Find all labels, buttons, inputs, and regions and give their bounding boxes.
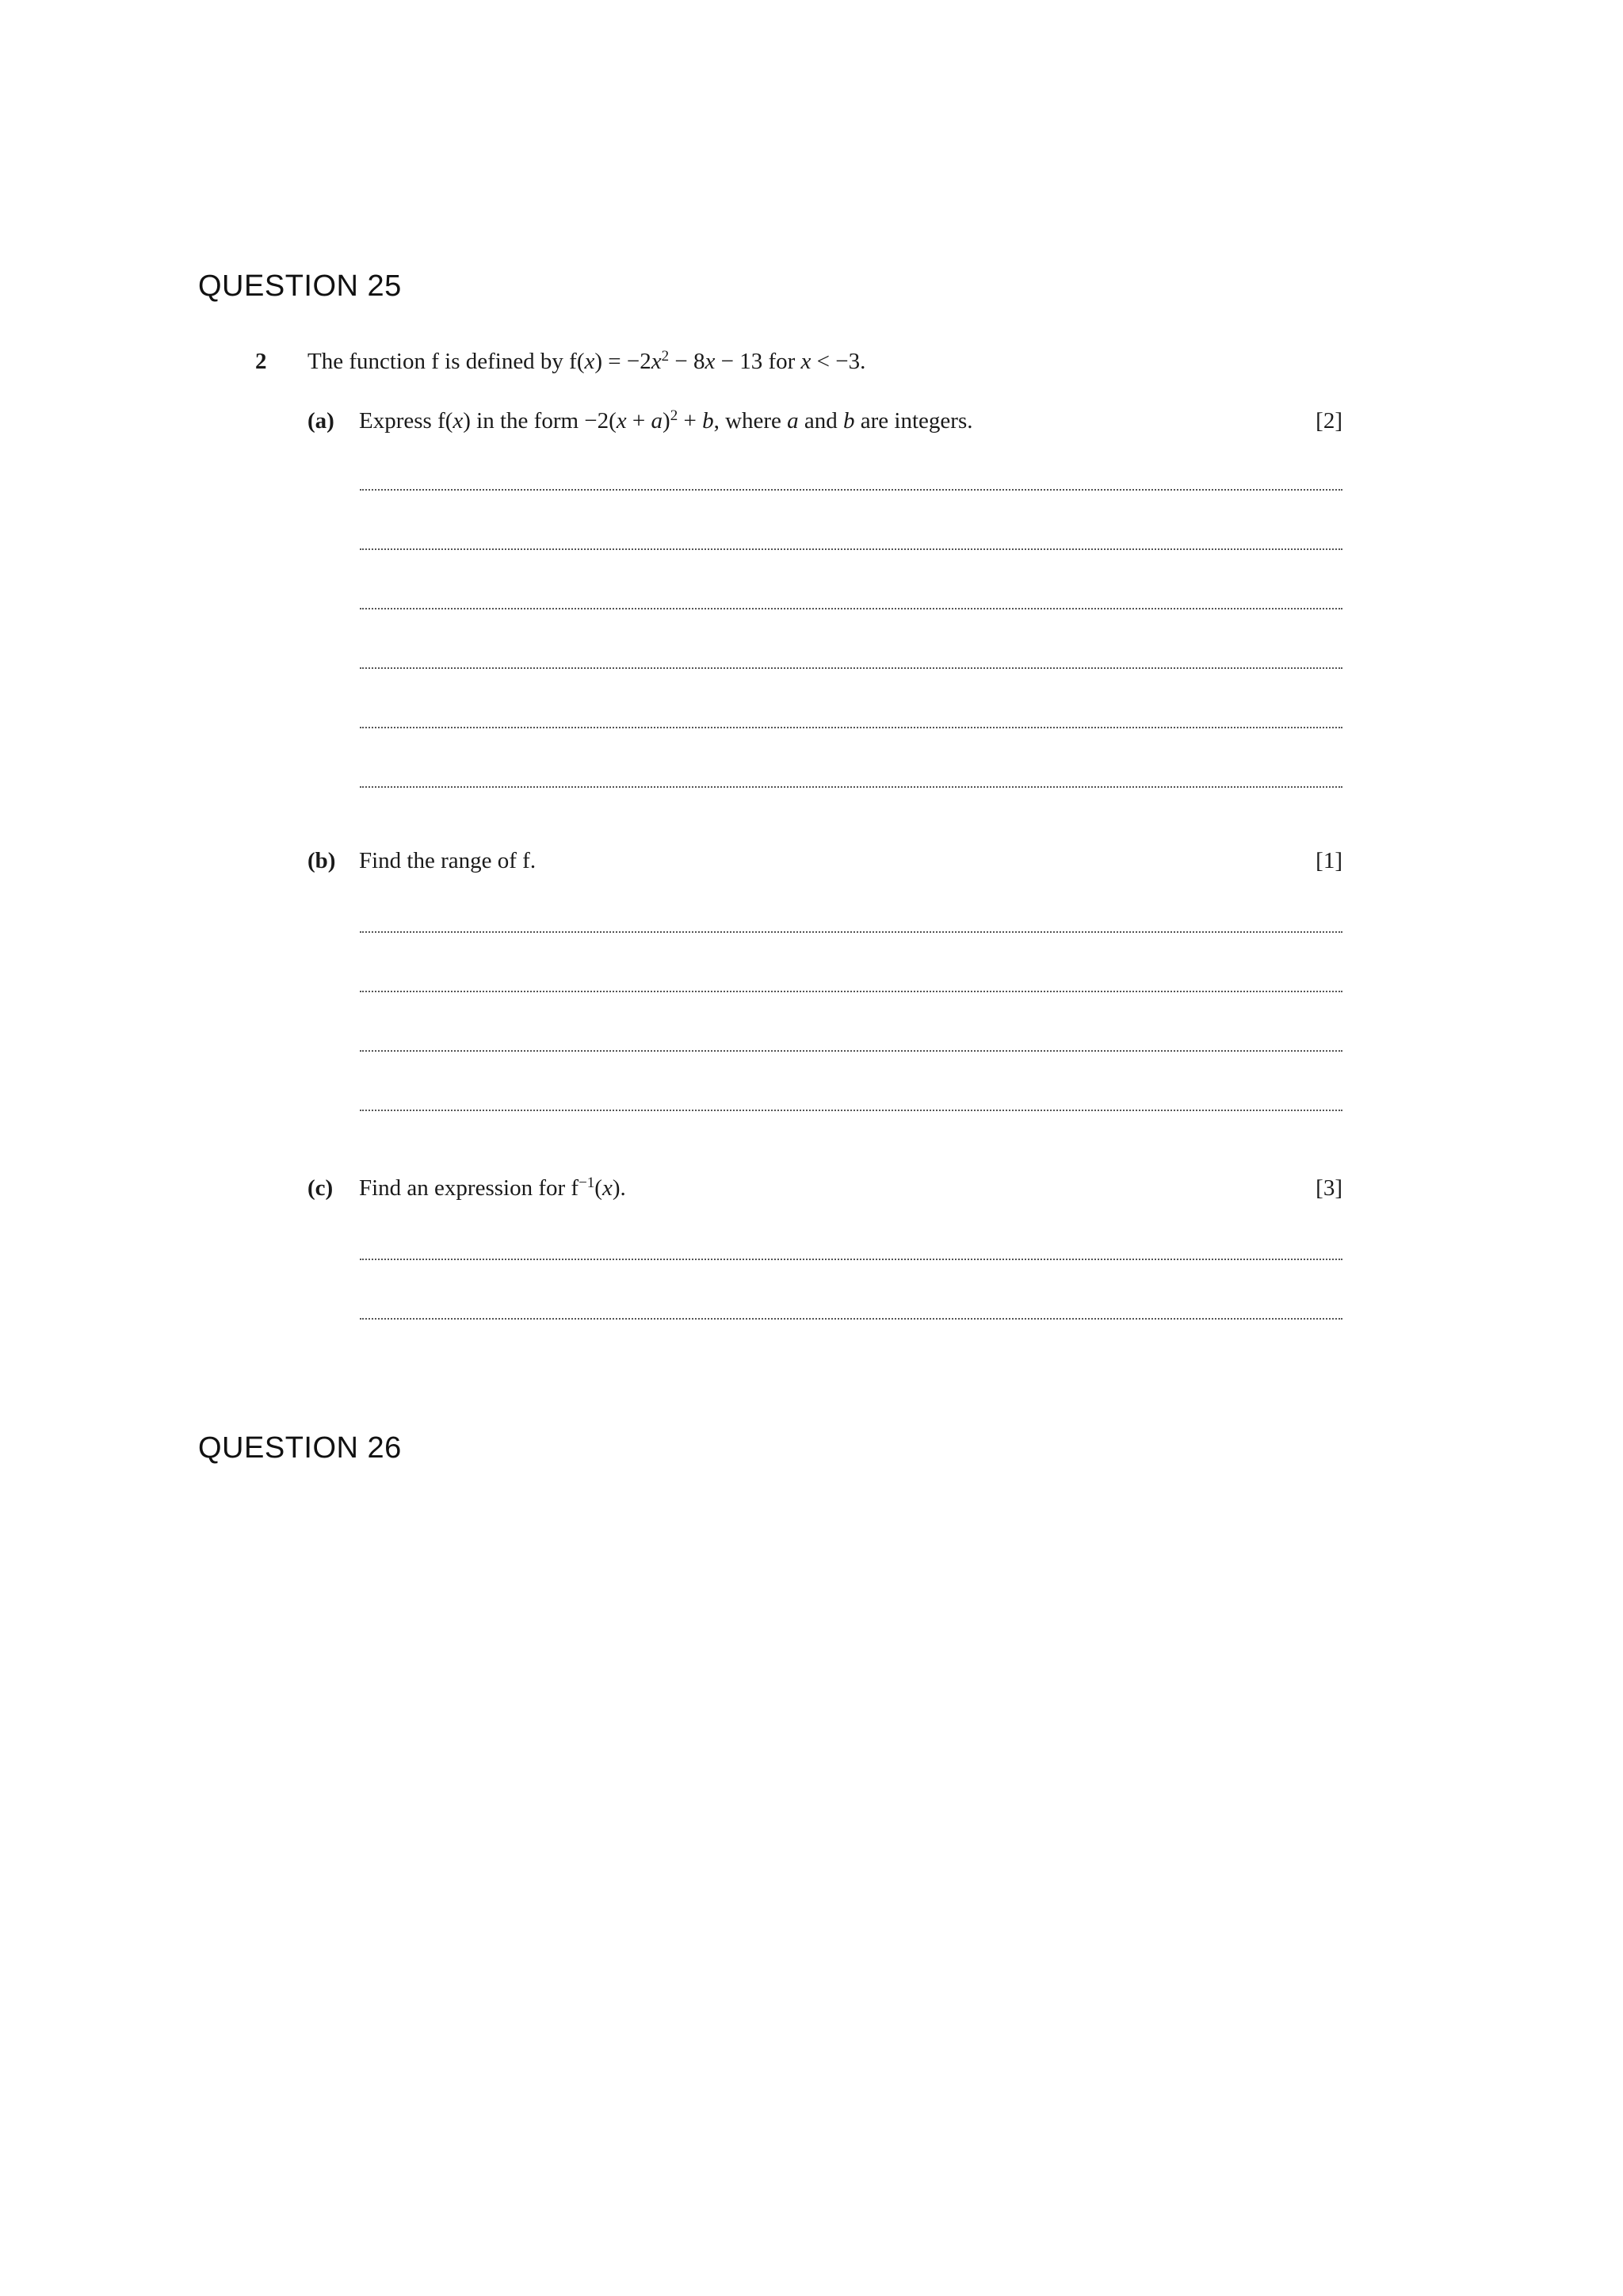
answer-line[interactable] (360, 1050, 1342, 1052)
answer-line[interactable] (360, 1110, 1342, 1111)
part-b-marks: [1] (1316, 848, 1342, 873)
answer-line[interactable] (360, 608, 1342, 609)
part-c-label: (c) (307, 1175, 334, 1201)
question-25-heading: QUESTION 25 (198, 269, 402, 303)
part-a-text: Express f(x) in the form $-2(x + a)^2 + b$, where a and b are integers. (359, 407, 973, 434)
question-block (238, 333, 1426, 1331)
part-c-marks: [3] (1316, 1175, 1342, 1201)
part-b-label: (b) (307, 848, 336, 873)
part-b-text: Find the range of f. (359, 848, 537, 873)
answer-line[interactable] (360, 991, 1342, 992)
answer-line[interactable] (360, 1259, 1342, 1260)
answer-line[interactable] (360, 727, 1342, 728)
answer-line[interactable] (360, 667, 1342, 669)
question-number: 2 (255, 349, 267, 374)
part-a-label: (a) (307, 408, 334, 434)
answer-line[interactable] (360, 931, 1342, 933)
answer-line[interactable] (360, 489, 1342, 491)
part-c-text: Find an expression for $f^{-1}(x)$. (359, 1175, 626, 1201)
answer-line[interactable] (360, 786, 1342, 788)
question-26-heading: QUESTION 26 (198, 1431, 402, 1465)
part-a-marks: [2] (1316, 408, 1342, 434)
answer-line[interactable] (360, 548, 1342, 550)
question-stem: The function f is defined by $f(x) = -2x^2 - 8x - 13$ for x < −3. (307, 348, 866, 374)
answer-line[interactable] (360, 1318, 1342, 1320)
